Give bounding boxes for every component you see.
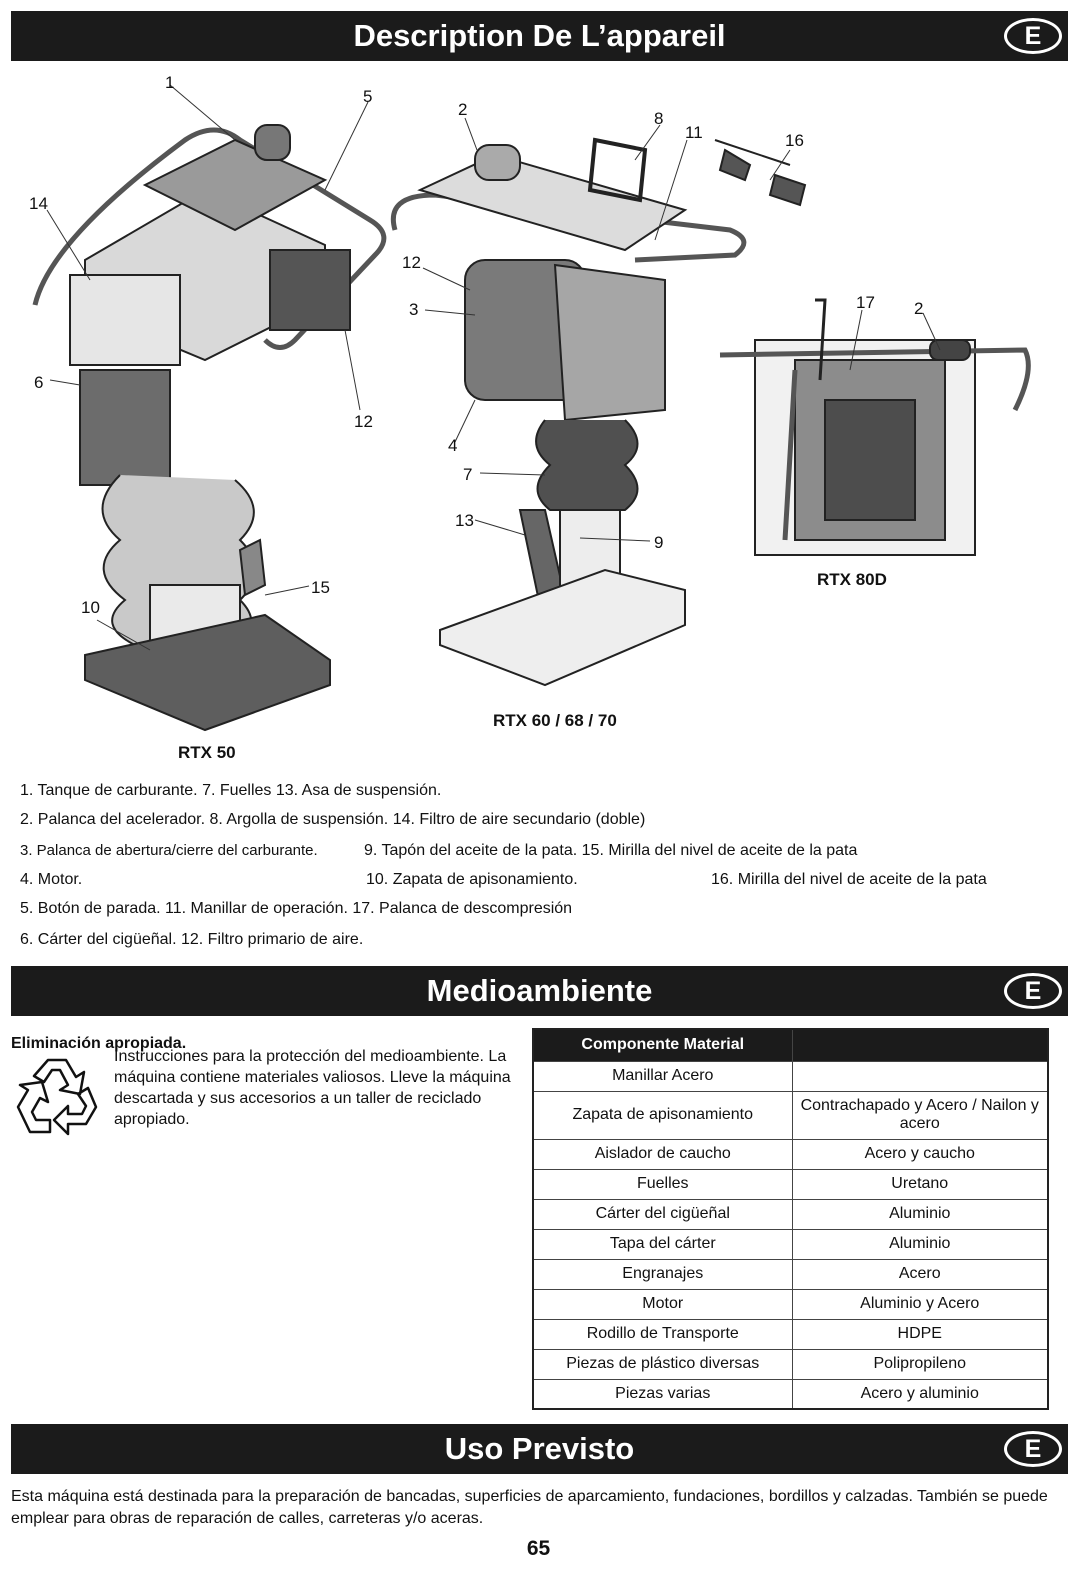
legend-line-4b: 10. Zapata de apisonamiento. (366, 871, 578, 888)
component-cell: Aislador de caucho (533, 1139, 792, 1169)
callout-12a: 12 (402, 253, 421, 272)
callout-3: 3 (409, 300, 419, 319)
table-row (533, 1169, 1048, 1199)
table-row (533, 1259, 1048, 1289)
component-cell: Engranajes (533, 1259, 792, 1289)
legend-line-5: 5. Botón de parada. 11. Manillar de operación. 17. Palanca de descompresión (20, 900, 573, 917)
material-cell (792, 1061, 1048, 1091)
component-cell: Rodillo de Transporte (533, 1319, 792, 1349)
legend-line-3a: 3. Palanca de abertura/cierre del carburante. (20, 842, 318, 859)
material-cell: Acero (792, 1259, 1048, 1289)
callout-12b: 12 (354, 412, 373, 431)
material-cell: Aluminio y Acero (792, 1289, 1048, 1319)
disposal-heading: Eliminación apropiada. (11, 1035, 187, 1052)
component-cell: Tapa del cárter (533, 1229, 792, 1259)
table-row (533, 1091, 1048, 1139)
callout-9: 9 (654, 533, 664, 552)
material-cell: Acero y aluminio (792, 1379, 1048, 1409)
material-cell: Uretano (792, 1169, 1048, 1199)
recycle-icon (10, 1052, 104, 1142)
callout-13: 13 (455, 511, 474, 530)
legend-line-3b: 9. Tapón del aceite de la pata. 15. Mirilla del nivel de aceite de la pata (364, 842, 858, 859)
material-cell: Aluminio (792, 1229, 1048, 1259)
machine-diagram (25, 70, 1060, 770)
callout-5: 5 (363, 87, 373, 106)
material-cell: Aluminio (792, 1199, 1048, 1229)
component-cell: Manillar Acero (533, 1061, 792, 1091)
component-cell: Zapata de apisonamiento (533, 1091, 792, 1139)
language-badge: E (1004, 1431, 1062, 1467)
model-label-rtx50: RTX 50 (178, 743, 236, 762)
disposal-text: Instrucciones para la protección del medioambiente. La máquina contiene materiales valiosos. Lleve la máquina descartada y sus accesorios a un taller de reciclado apropiado. (114, 1048, 511, 1128)
table-row (533, 1199, 1048, 1229)
callout-14: 14 (29, 194, 48, 213)
legend-line-4c: 16. Mirilla del nivel de aceite de la pata (711, 871, 987, 888)
language-badge: E (1004, 973, 1062, 1009)
legend-line-1: 1. Tanque de carburante. 7. Fuelles 13. Asa de suspensión. (20, 782, 442, 799)
model-label-rtx80: RTX 80D (817, 570, 887, 589)
table-row (533, 1289, 1048, 1319)
component-cell: Motor (533, 1289, 792, 1319)
material-cell: HDPE (792, 1319, 1048, 1349)
table-row (533, 1061, 1048, 1091)
table-row (533, 1229, 1048, 1259)
callout-15: 15 (311, 578, 330, 597)
intended-use-header (11, 1424, 1068, 1474)
legend-line-6: 6. Cárter del cigüeñal. 12. Filtro primario de aire. (20, 931, 364, 948)
table-header-row (533, 1029, 1048, 1061)
intended-use-text: Esta máquina está destinada para la preparación de bancadas, superficies de aparcamiento, fundaciones, bordillos y calzadas. También se puede emplear para obras de reparación de calles, carreteras y/o aceras. (11, 1488, 1048, 1527)
component-cell: Fuelles (533, 1169, 792, 1199)
legend-line-4a: 4. Motor. (20, 871, 83, 888)
rtx60-illustration (393, 140, 805, 685)
description-header (11, 11, 1068, 61)
callout-7: 7 (463, 465, 473, 484)
table-row (533, 1139, 1048, 1169)
table-row (533, 1349, 1048, 1379)
section-title: Medioambiente (426, 973, 653, 1008)
materials-table (532, 1028, 1049, 1410)
callout-11: 11 (685, 123, 703, 142)
rtx80-illustration (720, 300, 1028, 555)
column-header: Componente Material (533, 1029, 792, 1061)
component-cell: Piezas varias (533, 1379, 792, 1409)
table-row (533, 1379, 1048, 1409)
callout-2b: 2 (914, 299, 924, 318)
callout-1: 1 (165, 73, 175, 92)
component-cell: Piezas de plástico diversas (533, 1349, 792, 1379)
rtx50-illustration (35, 125, 384, 730)
material-cell: Polipropileno (792, 1349, 1048, 1379)
callout-17: 17 (856, 293, 875, 312)
callout-8: 8 (654, 109, 664, 128)
callout-16: 16 (785, 131, 804, 150)
material-cell: Contrachapado y Acero / Nailon y acero (792, 1091, 1048, 1139)
model-label-rtx60: RTX 60 / 68 / 70 (493, 711, 617, 730)
material-cell: Acero y caucho (792, 1139, 1048, 1169)
callout-6: 6 (34, 373, 44, 392)
legend-line-2: 2. Palanca del acelerador. 8. Argolla de suspensión. 14. Filtro de aire secundario (doble) (20, 811, 646, 828)
callout-2: 2 (458, 100, 468, 119)
environment-header (11, 966, 1068, 1016)
component-cell: Cárter del cigüeñal (533, 1199, 792, 1229)
callout-10: 10 (81, 598, 100, 617)
table-row (533, 1319, 1048, 1349)
section-title: Uso Previsto (444, 1431, 635, 1466)
column-header (792, 1029, 1048, 1061)
section-title: Description De L’appareil (353, 18, 726, 53)
page-number: 65 (526, 1537, 551, 1560)
language-badge: E (1004, 18, 1062, 54)
callout-4: 4 (448, 436, 458, 455)
